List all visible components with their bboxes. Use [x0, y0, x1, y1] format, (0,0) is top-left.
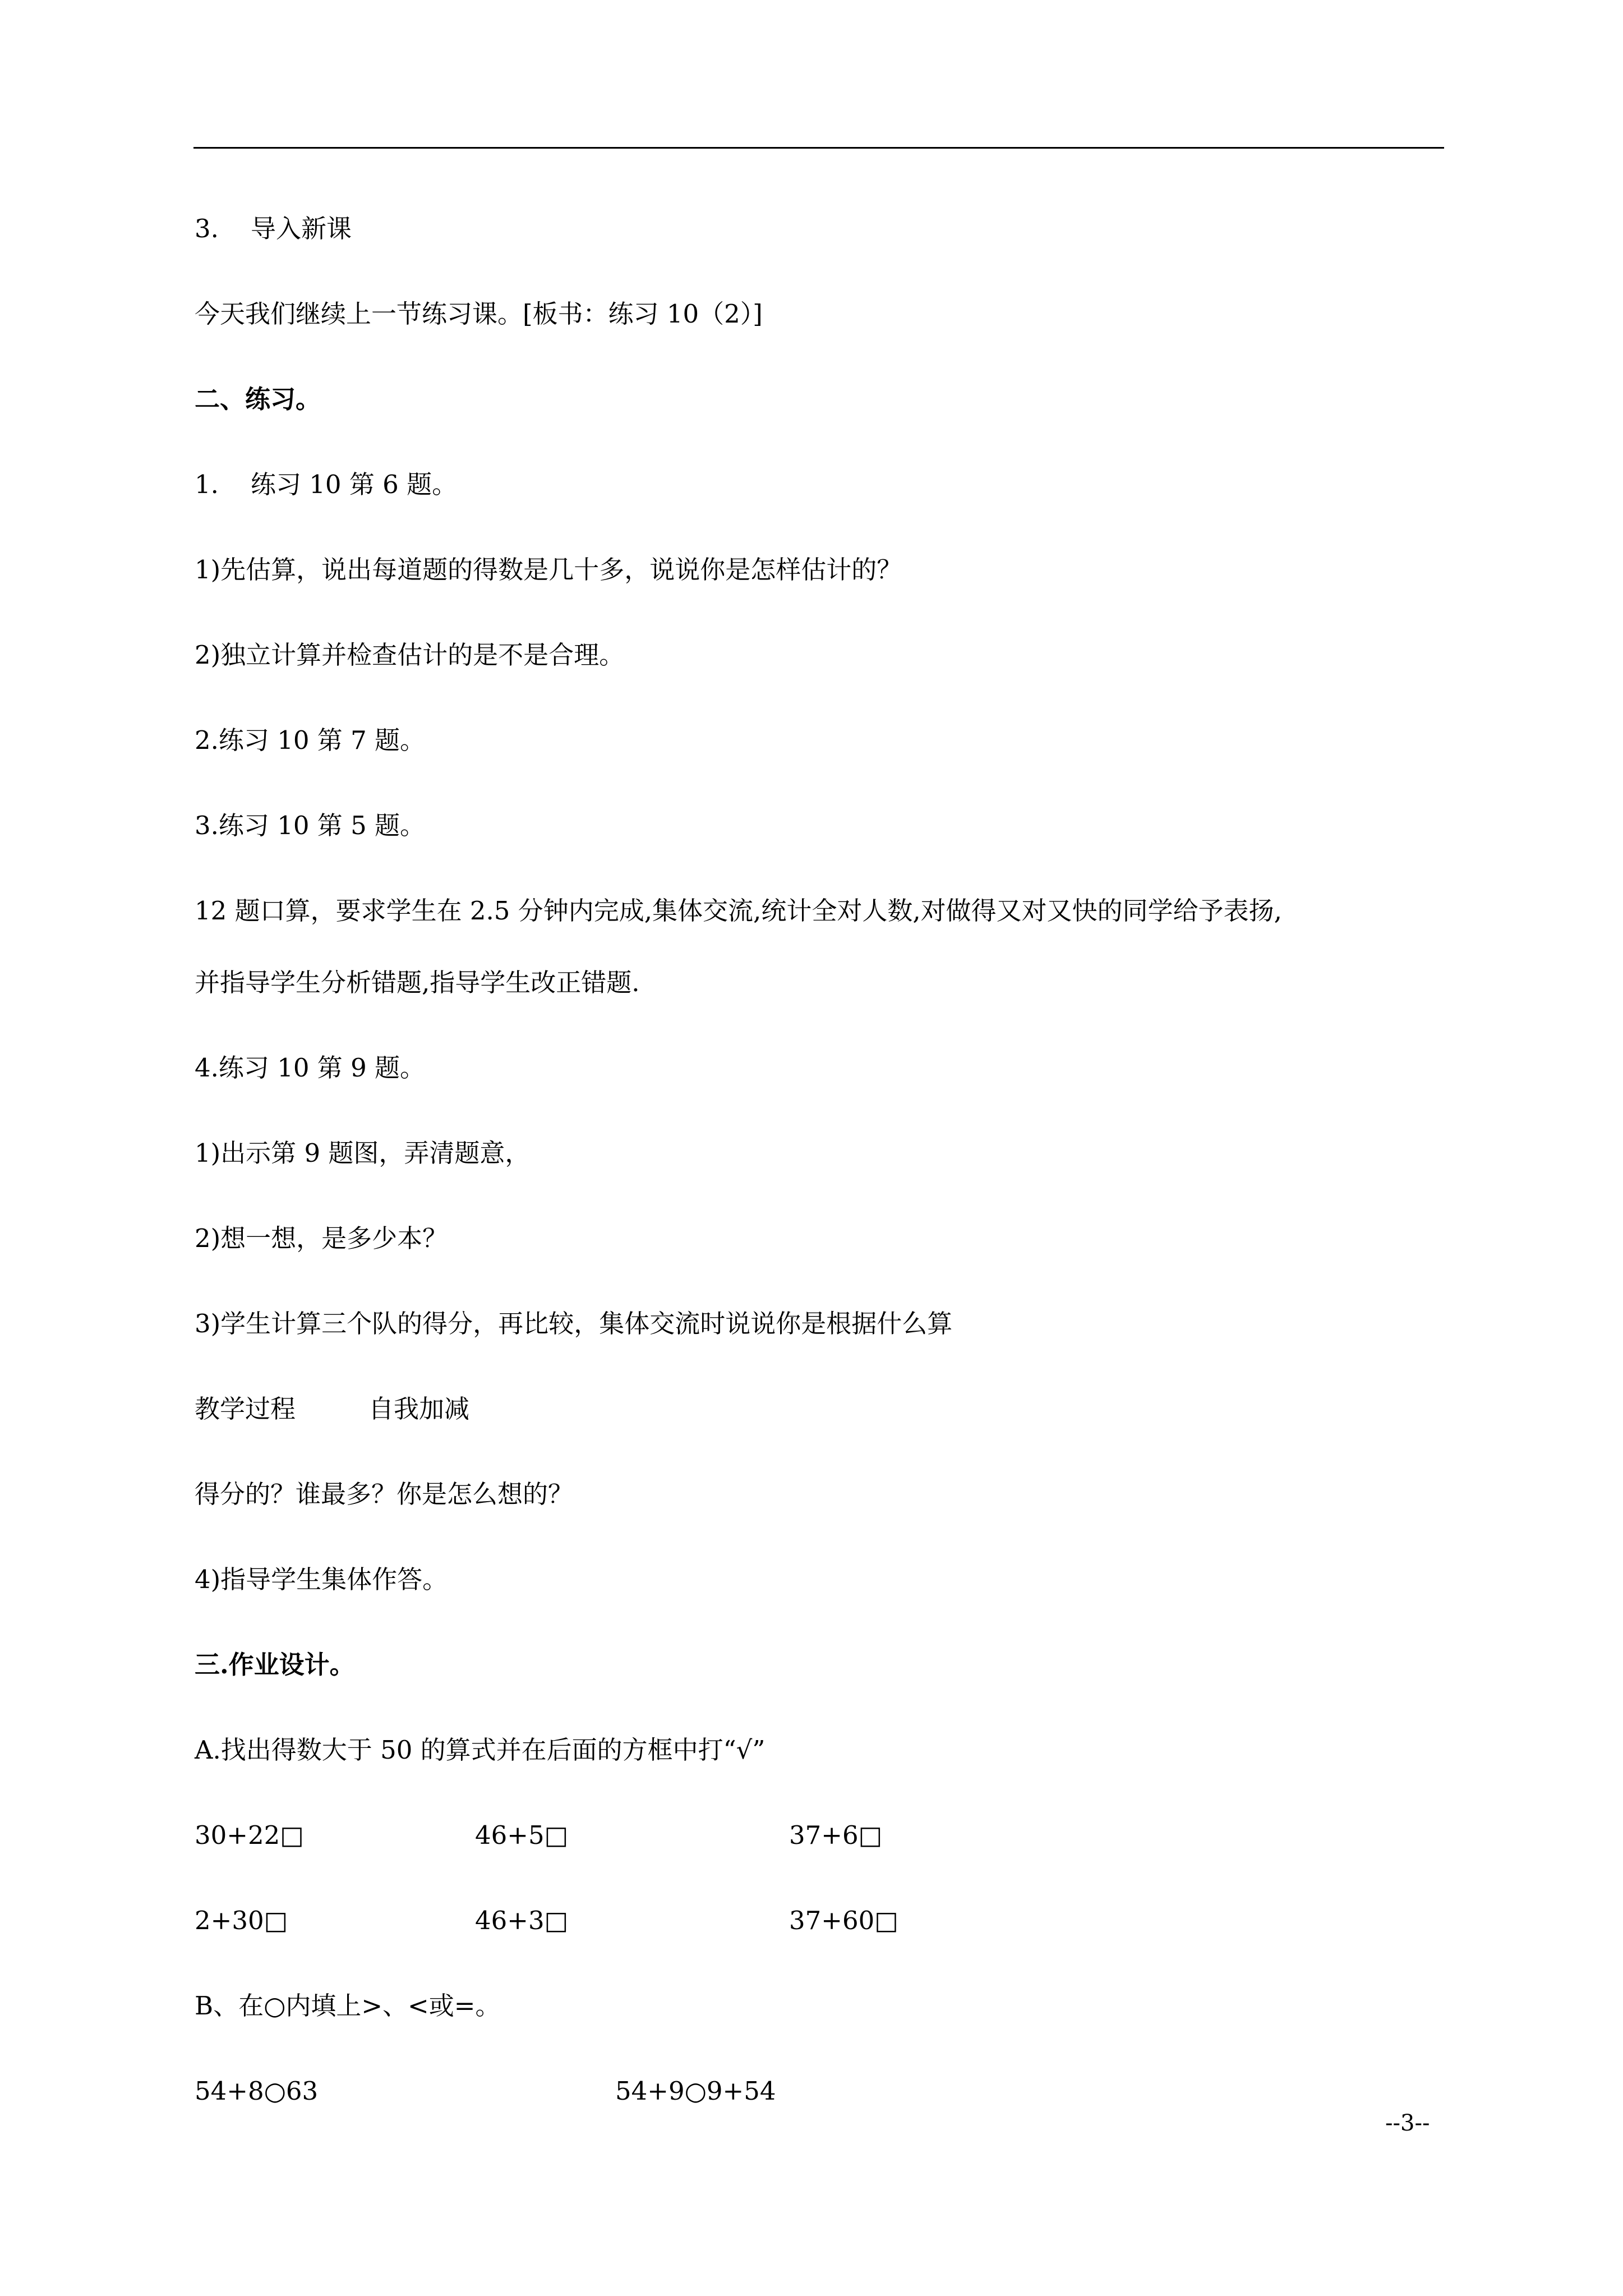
practice-item-2: 2.练习 10 第 7 题。 [195, 725, 426, 755]
comparison: 54+9○9+54 [615, 2076, 776, 2106]
item-text: 练习 10 第 6 题。 [251, 470, 458, 499]
paragraph-compute-scores: 3)学生计算三个队的得分，再比较，集体交流时说说你是根据什么算 [195, 1309, 953, 1338]
heading-homework: 三.作业设计。 [195, 1650, 355, 1680]
paragraph-intro: 今天我们继续上一节练习课。[板书：练习 10（2）] [195, 299, 763, 329]
section-3-heading [195, 212, 352, 246]
paragraph-show-figure: 1)出示第 9 题图，弄清题意， [195, 1138, 531, 1168]
paragraph-estimate: 1)先估算，说出每道题的得数是几十多，说说你是怎样估计的？ [195, 555, 902, 585]
header-rule [193, 147, 1444, 149]
expression: 46+5□ [475, 1820, 569, 1850]
paragraph-oral-calc-cont: 并指导学生分析错题,指导学生改正错题. [195, 968, 640, 997]
paragraph-oral-calc: 12 题口算，要求学生在 2.5 分钟内完成,集体交流,统计全对人数,对做得又对又快的同学给予表扬, [195, 896, 1282, 926]
paragraph-answer: 4)指导学生集体作答。 [195, 1565, 448, 1594]
practice-item-4: 4.练习 10 第 9 题。 [195, 1053, 426, 1083]
item-text: 导入新课 [251, 214, 352, 243]
expression: 30+22□ [195, 1820, 304, 1850]
practice-item-3: 3.练习 10 第 5 题。 [195, 811, 426, 840]
expression: 2+30□ [195, 1906, 288, 1935]
practice-item-1 [195, 468, 457, 501]
heading-practice: 二、练习。 [195, 384, 321, 414]
exercise-b-instruction: B、在○内填上>、<或=。 [195, 1991, 501, 2021]
expression: 37+60□ [789, 1906, 898, 1935]
label-teaching-process: 教学过程 [195, 1394, 296, 1424]
paragraph-who-most: 得分的？谁最多？你是怎么想的？ [195, 1479, 574, 1509]
label-self-add-subtract: 自我加减 [368, 1394, 470, 1424]
paragraph-check: 2)独立计算并检查估计的是不是合理。 [195, 640, 625, 670]
expression: 37+6□ [789, 1820, 883, 1850]
exercise-a-instruction: A.找出得数大于 50 的算式并在后面的方框中打“√” [195, 1735, 766, 1765]
item-number: 1. [195, 470, 219, 499]
item-number: 3. [195, 214, 219, 243]
expression: 46+3□ [475, 1906, 569, 1935]
comparison: 54+8○63 [195, 2076, 319, 2106]
paragraph-think: 2)想一想，是多少本？ [195, 1223, 448, 1253]
page-number: --3-- [1385, 2110, 1430, 2136]
